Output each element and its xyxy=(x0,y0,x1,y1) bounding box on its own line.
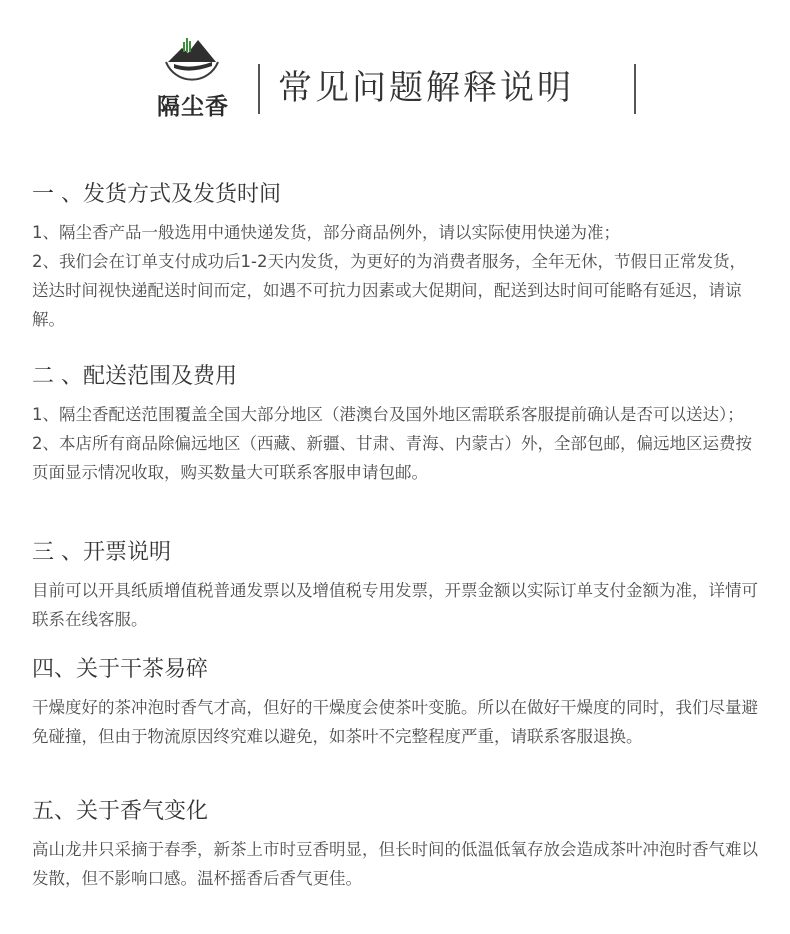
section-paragraph: 高山龙井只采摘于春季，新茶上市时豆香明显，但长时间的低温低氧存放会造成茶叶冲泡时香气难以发散，但不影响口感。温杯摇香后香气更佳。 xyxy=(32,840,758,888)
faq-section-aroma xyxy=(32,797,762,893)
section-paragraph: 2、本店所有商品除偏远地区（西藏、新疆、甘肃、青海、内蒙古）外，全部包邮，偏远地区运费按页面显示情况收取，购买数量大可联系客服申请包邮。 xyxy=(32,434,752,482)
section-heading: 二 、配送范围及费用 xyxy=(32,364,237,389)
mountain-tea-leaf-logo-icon xyxy=(160,22,224,84)
section-paragraph: 目前可以开具纸质增值税普通发票以及增值税专用发票，开票金额以实际订单支付金额为准，详情可联系在线客服。 xyxy=(32,581,758,629)
section-heading: 一 、发货方式及发货时间 xyxy=(32,182,281,207)
section-paragraph: 1、隔尘香配送范围覆盖全国大部分地区（港澳台及国外地区需联系客服提前确认是否可以送达）； xyxy=(32,405,744,424)
section-heading: 五、关于香气变化 xyxy=(32,799,209,824)
title-divider-right xyxy=(634,64,636,114)
faq-section-shipping xyxy=(32,180,762,334)
brand-logo xyxy=(150,22,236,122)
section-paragraph: 干燥度好的茶冲泡时香气才高，但好的干燥度会使茶叶变脆。所以在做好干燥度的同时，我们尽量避免碰撞，但由于物流原因终究难以避免，如茶叶不完整程度严重，请联系客服退换。 xyxy=(32,698,758,746)
title-divider-left xyxy=(258,64,260,114)
section-paragraph: 1、隔尘香产品一般选用中通快递发货，部分商品例外，请以实际使用快递为准； xyxy=(32,223,620,242)
section-paragraph: 2、我们会在订单支付成功后1-2天内发货，为更好的为消费者服务，全年无休，节假日正常发货，送达时间视快递配送时间而定，如遇不可抗力因素或大促期间，配送到达时间可能略有延迟，请谅解。 xyxy=(32,252,746,329)
faq-section-delivery-range xyxy=(32,362,762,487)
page-header xyxy=(0,0,790,140)
page-title: 常见问题解释说明 xyxy=(278,68,574,108)
logo-text: 隔尘香 xyxy=(157,93,229,120)
section-heading: 四、关于干茶易碎 xyxy=(32,657,209,682)
section-heading: 三 、开票说明 xyxy=(32,540,171,565)
faq-section-invoice xyxy=(32,538,762,634)
faq-section-fragile-tea xyxy=(32,655,762,751)
